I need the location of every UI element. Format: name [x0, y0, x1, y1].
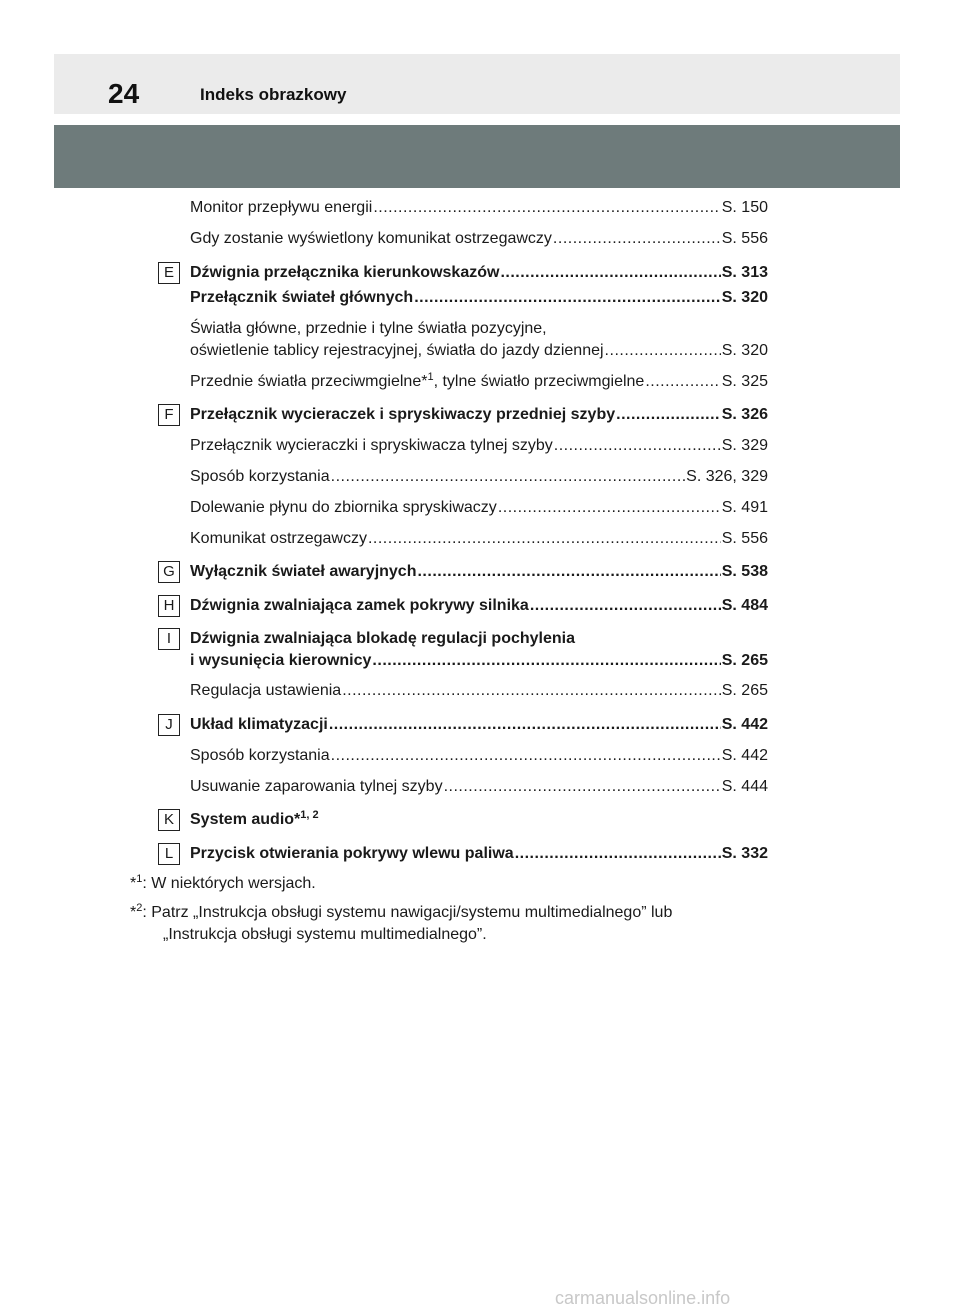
dot-leader — [331, 466, 686, 488]
dot-leader — [500, 262, 720, 284]
index-entry — [163, 809, 768, 831]
entry-label: Komunikat ostrzegawczy — [190, 530, 367, 547]
dot-leader — [498, 497, 721, 519]
entry-label: Gdy zostanie wyświetlony komunikat ostrzegawczy — [190, 230, 552, 247]
page-reference[interactable]: S. 442 — [721, 747, 768, 764]
page-title: Indeks obrazkowy — [200, 85, 347, 104]
entry-label: Przednie światła przeciwmgielne*$^1$, tylne światło przeciwmgielne — [190, 371, 645, 390]
page-reference[interactable]: S. 265 — [721, 652, 768, 669]
entry-label: Sposób korzystania — [190, 468, 330, 485]
section-letter-badge: I — [158, 628, 180, 650]
entry-label: i wysunięcia kierownicy — [190, 652, 372, 669]
index-entry — [190, 680, 768, 702]
dot-leader — [515, 843, 721, 865]
entry-label: Dźwignia zwalniająca zamek pokrywy silnika — [190, 597, 529, 614]
section-letter-badge: L — [158, 843, 180, 865]
page-reference[interactable]: S. 556 — [721, 530, 768, 547]
index-entry — [165, 714, 768, 736]
entry-label: Przełącznik wycieraczki i spryskiwacza tylnej szyby — [190, 437, 553, 454]
entry-label: Przełącznik świateł głównych — [190, 289, 414, 306]
index-entry — [190, 528, 768, 550]
footnote-ref: 1, 2 — [300, 809, 319, 821]
page-number: 24 — [108, 78, 140, 109]
index-entry — [190, 371, 768, 393]
page-reference[interactable]: S. 491 — [721, 499, 768, 516]
entry-label: Regulacja ustawienia — [190, 682, 342, 699]
dot-leader — [530, 595, 721, 617]
index-entry — [190, 435, 768, 457]
dot-leader — [553, 228, 721, 250]
entry-label: Sposób korzystania — [190, 747, 330, 764]
section-letter-badge: H — [158, 595, 180, 617]
index-entry — [190, 776, 768, 798]
watermark: carmanualsonline.info — [555, 1288, 731, 1308]
index-entry — [190, 287, 768, 309]
index-entry — [190, 228, 768, 250]
footnote: *$^1$: W niektórych wersjach. — [130, 873, 316, 892]
page-reference[interactable]: S. 325 — [721, 373, 768, 390]
dot-leader — [554, 435, 721, 457]
entry-label: Usuwanie zaparowania tylnej szyby — [190, 778, 443, 795]
header-band — [54, 54, 900, 114]
dot-leader — [373, 197, 720, 219]
dot-leader — [372, 650, 720, 672]
dot-leader — [414, 287, 721, 309]
entry-label: Dolewanie płynu do zbiornika spryskiwaczy — [190, 499, 497, 516]
entry-label: Monitor przepływu energii — [190, 199, 373, 216]
entry-label: Układ klimatyzacji — [190, 716, 328, 733]
page-reference[interactable]: S. 444 — [721, 778, 768, 795]
dot-leader — [331, 745, 721, 767]
page-reference[interactable]: S. 326 — [721, 406, 768, 423]
footnote: *$^2$: Patrz „Instrukcja obsługi systemu nawigacji/systemu multimedialnego” lub „Instrukcja obsługi systemu multimedialnego”. — [130, 902, 673, 943]
section-letter-badge: J — [158, 714, 180, 736]
page-reference[interactable]: S. 538 — [721, 563, 768, 580]
dot-leader — [342, 680, 721, 702]
dot-leader — [368, 528, 721, 550]
page-reference[interactable]: S. 265 — [721, 682, 768, 699]
index-entry — [163, 595, 768, 617]
entry-label: oświetlenie tablicy rejestracyjnej, światła do jazdy dziennej — [190, 342, 604, 359]
section-letter-badge: E — [158, 262, 180, 284]
entry-label: Przycisk otwierania pokrywy wlewu paliwa — [190, 845, 514, 862]
section-banner — [54, 125, 900, 188]
page-reference[interactable]: S. 320 — [721, 342, 768, 359]
entry-label: Przełącznik wycieraczek i spryskiwaczy przedniej szyby — [190, 406, 616, 423]
footnote-ref: 1 — [427, 371, 434, 383]
index-entry — [190, 466, 768, 488]
dot-leader — [645, 371, 720, 393]
index-entry — [164, 404, 768, 426]
section-letter-badge: K — [158, 809, 180, 831]
dot-leader — [417, 561, 720, 583]
index-entry — [190, 318, 768, 362]
index-entry — [163, 262, 768, 284]
dot-leader — [605, 340, 721, 362]
index-entry — [190, 197, 768, 219]
page-reference[interactable]: S. 556 — [721, 230, 768, 247]
dot-leader — [444, 776, 721, 798]
index-entry — [164, 843, 768, 865]
page-reference[interactable]: S. 442 — [721, 716, 768, 733]
page-reference[interactable]: S. 332 — [721, 845, 768, 862]
index-entry — [190, 745, 768, 767]
page-reference[interactable]: S. 150 — [721, 199, 768, 216]
page-reference[interactable]: S. 329 — [721, 437, 768, 454]
section-letter-badge: G — [158, 561, 180, 583]
page-reference[interactable]: S. 326, 329 — [686, 468, 768, 485]
entry-label: Dźwignia przełącznika kierunkowskazów — [190, 264, 500, 281]
index-entry — [166, 628, 768, 672]
entry-label: Wyłącznik świateł awaryjnych — [190, 563, 417, 580]
page-reference[interactable]: S. 484 — [721, 597, 768, 614]
entry-label: System audio*$^{1, 2}$ — [190, 809, 319, 828]
page-reference[interactable]: S. 313 — [721, 264, 768, 281]
index-entry — [163, 561, 768, 583]
section-letter-badge: F — [158, 404, 180, 426]
index-entry — [190, 497, 768, 519]
page-reference[interactable]: S. 320 — [721, 289, 768, 306]
dot-leader — [616, 404, 721, 426]
dot-leader — [329, 714, 721, 736]
entry-label-line1: Światła główne, przednie i tylne światła pozycyjne, — [190, 320, 547, 337]
entry-label-line1: Dźwignia zwalniająca blokadę regulacji pochylenia — [190, 630, 576, 647]
